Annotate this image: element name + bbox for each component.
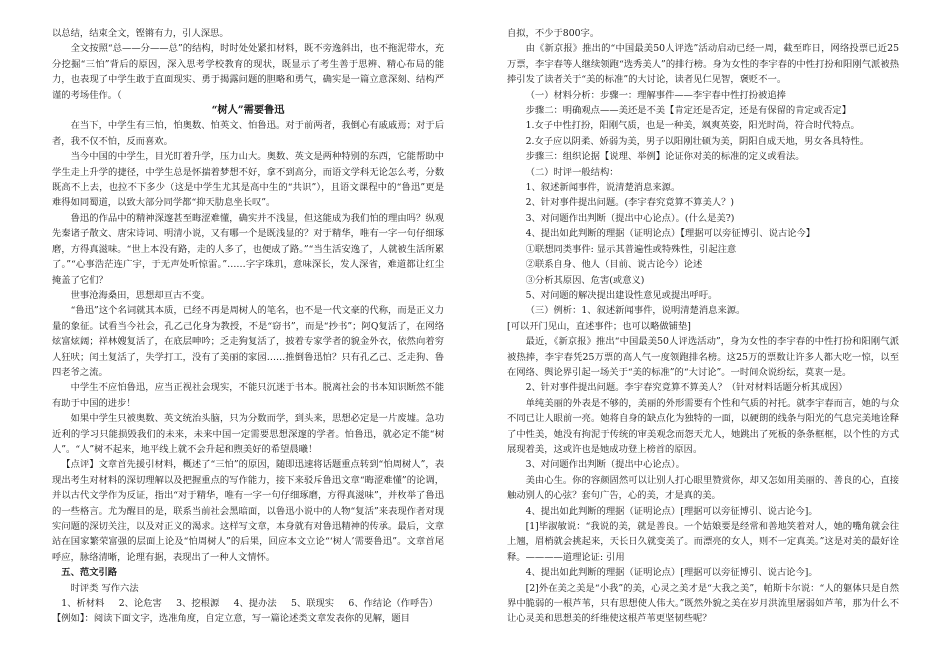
example-event: 最近，《新京报》推出“中国最美50人评选活动”，身为女性的李宇春的中性打扮和阳刚气派被热捧，李宇春凭25万票的高人气一度领跑排名榜。这25万的票数让许多人都大吃一惊，以至在网络、舆论界引起一场关于“美的标准”的“大讨论”。一时间众说纷纭，莫衷一是。 bbox=[507, 336, 899, 378]
structure-item: 3、对问题作出判断（提出中心论点）。(什么是美?) bbox=[525, 212, 735, 224]
step-item: 2、论危害 bbox=[118, 598, 162, 610]
essay-paragraph-2: 当今中国的中学生，目光盯着升学，压力山大。奥数、英文是两种特别的东西，它能帮助中学生走上升学的捷径，中学生总是怀揣着梦想不好，拿不到高分，而语文学科无论怎么考，分数既高不上去，也拉不下多少（这是中学生尤其是高中生的“共识”），且语文课程中的“鲁迅”更是难得如同蜀道，以致大部分同学都“抑天肋息坐长叹”。 bbox=[52, 151, 444, 209]
time-comment-method: 时评类 写作六法 bbox=[70, 582, 139, 594]
step-item: 5、联现实 bbox=[290, 598, 335, 610]
viewpoint-1: 1.女子中性打扮，阳刚气质，也是一种美，飒爽英姿，阳光时尚，符合时代特点。 bbox=[525, 120, 860, 132]
writing-steps bbox=[52, 596, 444, 611]
step-item: 4、提办法 bbox=[233, 598, 277, 610]
example-prompt: 【例如】：阅读下面文字，选准角度，自定立意，写一篇论述类文章发表你的见解，题目 bbox=[52, 613, 410, 625]
structure-item: 2、针对事件提出问题。(李宇春究竟算不算美人？) bbox=[525, 197, 734, 209]
essay-title: “树人”需要鲁迅 bbox=[211, 104, 285, 117]
essay-comment: 【点评】文章首先援引材料，概述了“三怕”的原因，随即迅速将话题重点转到“怕周树人”，表现出考生对材料的深切理解以及把握重点的写作能力，接下来驳斥鲁迅文章“晦涩难懂”的论调，并以古代文学作为反证，指出“对于精华，唯有一字一句仔细琢磨，方得真滋味”，并枚举了鲁迅的一些格言。尤为醒目的是，联系当前社会黑暗面，以鲁迅小说中的人物“复活”来表现作者对现实问题的深切关注，以及对正义的渴求。这样写文章，本身就有对鲁迅精神的传承。最后，文章站在国家繁荣富强的层面上论及“怕周树人”的后果，回应本文立论“‘树人’需要鲁迅”。文章首尾呼应，脉络清晰，论理有据，表现出了一种人文情怀。 bbox=[52, 459, 444, 563]
example-argument-heading: 4、提出如此判断的理据（证明论点）[理据可以旁征博引、说古论今]。 bbox=[525, 567, 818, 579]
example-question: 2、针对事件提出问题。李宇春究竟算不算美人？（针对材料话题分析其成因） bbox=[525, 382, 848, 394]
essay-paragraph-5: “鲁迅”这个名词就其本质，已经不再是周树人的笔名，也不是一代文豪的代称，而是正义力量的象征。试看当今社会，孔乙己化身为教授，不是“窃书”，而是“抄书”；阿Q复活了，在网络炫富炫阔；祥林嫂复活了，在底层呻吟；乏走狗复活了，披着专家学者的貌金外衣，依然向着穷人狂吠；闰土复活了，失学打工，没有了美丽的家园……推倒鲁迅怕？只有孔乙己、乏走狗、鲁四老爷之流。 bbox=[52, 305, 444, 378]
structure-item: 5、对问题的解决提出建设性意见或提出呼吁。 bbox=[525, 289, 718, 301]
structure-subitem: ②联系自身、他人（目前、说古论今）论述 bbox=[525, 259, 703, 271]
example-judgement-heading: 3、对问题作出判断（提出中心论点）。 bbox=[525, 459, 685, 471]
structure-subitem: ①联想同类事件: 显示其普遍性或特殊性，引起注意 bbox=[525, 243, 737, 255]
example-note: [可以开门见山，直述事件；也可以略做铺垫] bbox=[507, 320, 691, 332]
structure-item: 4、提出如此判断的理据（证明论点）【理据可以旁征博引、说古论今】 bbox=[525, 228, 816, 240]
essay-paragraph-4: 世事沧海桑田，思想却亘古不变。 bbox=[70, 289, 211, 301]
analysis-step-2: 步骤二：明确观点——美还是不美【肯定还是否定，还是有保留的肯定或否定】 bbox=[525, 105, 851, 117]
example-heading: （三）例析：1、叙述新闻事件，说明清楚消息来源。 bbox=[525, 305, 746, 317]
example-argument-1: [1]毕淑敏说：“我说的美，就是善良。一个姑娘要是经常和善地笑着对人，她的嘴角就会往上翘，眉梢就会挑起来，天长日久就变美了。而漂亮的女人，则不一定真美。”这是对美的最好诠释。————道理论证: 引用 bbox=[507, 521, 899, 563]
structure-heading: （二）时评一般结构： bbox=[525, 166, 619, 178]
intro-end: 以总结，结束全文，铿锵有力，引人深思。 bbox=[52, 28, 229, 39]
left-column bbox=[52, 26, 444, 627]
essay-paragraph-1: 在当下，中学生有三怕，怕奥数、怕英文、怕鲁迅。对于前两者，我倒心有戚戚焉；对于后者，我不仅不怕，反而喜欢。 bbox=[52, 120, 444, 147]
intro-analysis: 全文按照“总——分——总”的结构，时时处处紧扣材料，既不旁逸斜出，也不拖泥带水，充分挖掘“三怕”背后的原因，深入思考学校教育的现状，既显示了考生善于思辨、精心布局的能力，也表现了中学生敢于直面现实、勇于揭露问题的胆略和勇气，确实是一篇立意深刻、结构严谨的考场佳作。（ bbox=[52, 43, 444, 101]
section-heading: 五、范文引路 bbox=[61, 567, 118, 579]
essay-paragraph-7: 如果中学生只被奥数、英文统治头脑，只为分数而学，到头来，思想必定是一片废墟。急功近利的学习只能损毁我们的未来，未来中国一定需要思想深邃的学者。怕鲁迅，就必定不能“树人”。“人”树不起来，地平线上就不会升起和煦美好的希望晨曦！ bbox=[52, 413, 444, 455]
structure-subitem: ③分析其原因、危害(或意义) bbox=[525, 274, 645, 286]
news-material: 由《新京报》推出的“中国最美50人评选”活动启动已经一周，截至昨日，网络投票已近25万票，李宇春等人继续领跑“选秀美人”的排行榜。身为女性的李宇春的中性打扮和阳刚气派被热捧引发了读者关于“美的标准”的大讨论，读者见仁见智，褒贬不一。 bbox=[507, 43, 899, 86]
example-argument-heading: 4、提出如此判断的理据（证明论点）[理据可以旁征博引、说古论今]。 bbox=[525, 505, 818, 517]
prompt-continuation: 自拟，不少于800字。 bbox=[507, 28, 600, 39]
example-judgement: 美由心生。你的容颜固然可以让别人打心眼里赞赏你，却又怎如用美丽的、善良的心，直接触动别人的心弦？套句广告，心的美，才是真的美。 bbox=[507, 474, 899, 502]
step-item: 3、挖根源 bbox=[176, 598, 220, 610]
essay-paragraph-6: 中学生不应怕鲁迅，应当正视社会现实，不能只沉迷于书本。脱离社会的书本知识断然不能有助于中国的进步！ bbox=[52, 382, 444, 409]
example-argument-2: [2]外在美之美是“小我”的美，心灵之美才是“大我之美”，帕斯卡尔说：“人的躯体只是自然界中脆弱的一根芦苇，只有思想使人伟大。”既然外貌之美在岁月洪流里屠弱如芦苇，那为什么不让心灵美和思想美的纤维使这根芦苇更坚韧些呢？ bbox=[507, 582, 899, 625]
step-item: 6、作结论（作呼告） bbox=[348, 598, 438, 610]
structure-item: 1、叙述新闻事件，说清楚消息来源。 bbox=[525, 182, 681, 194]
viewpoint-2: 2.女子应以阴柔、娇弱为美，男子以阳刚壮硕为美，阴阳自成天地，男女各具特性。 bbox=[525, 135, 870, 147]
analysis-step-1: （一）材料分析：步骤一：理解事件——李宇春中性打扮被追捧 bbox=[525, 89, 786, 101]
example-analysis: 单纯美丽的外表是不够的，美丽的外形需要有个性和气质的衬托。就李宇春而言，她的与众不同已让人眼前一亮。她将自身的缺点化为独特的一面，以硬朗的线条与阳光的气息完美地诠释了中性美，她没有拘泥于传统的审美观念而怨天尤人，她跳出了死板的条条框框，以个性的方式展现着美，这或许也是她成功登上榜首的原因。 bbox=[507, 397, 899, 455]
analysis-step-3: 步骤三：组织论据【说理、举例】论证你对美的标准的定义或看法。 bbox=[525, 151, 805, 163]
right-column bbox=[507, 26, 899, 627]
essay-paragraph-3: 鲁迅的作品中的精神深邃甚至晦涩难懂，确实并不浅显，但这能成为我们怕的理由吗？纵观先秦诸子散文、唐宋诗词、明清小说，又有哪一个是既浅显的？对于精华，唯有一字一句仔细琢磨，方得真滋味。“世上本没有路，走的人多了，也便成了路。”“当生活安逸了，人就被生活所累了。”“心事浩茫连广宇，于无声处听惊雷。”……字字珠玑，意味深长，发人深省，难道都让红尘掩盖了它们？ bbox=[52, 212, 444, 286]
step-item: 1、析材料 bbox=[61, 598, 105, 610]
